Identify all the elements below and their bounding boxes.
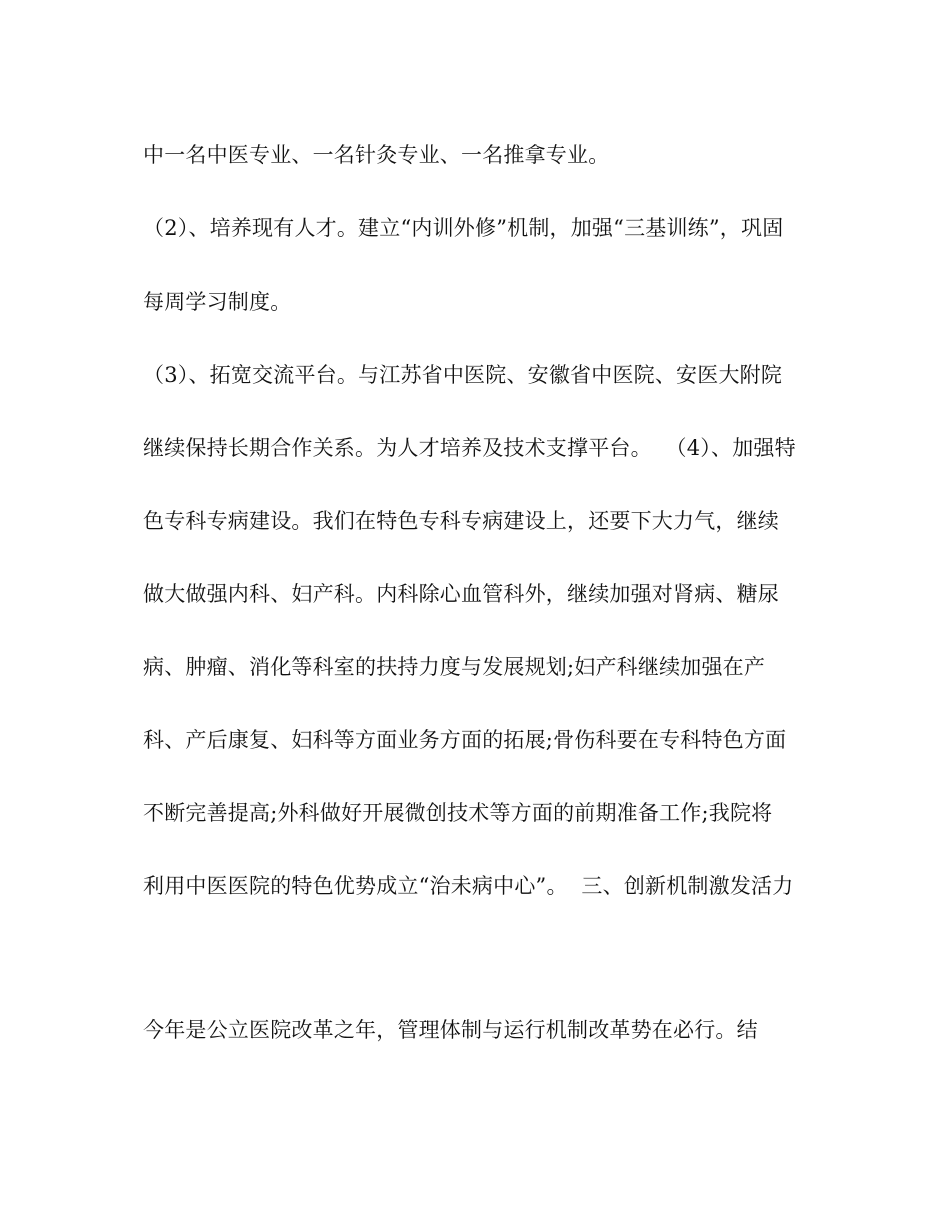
text-line: 不断完善提高;外科做好开展微创技术等方面的前期准备工作;我院将 (143, 801, 773, 825)
text-line: 色专科专病建设。我们在特色专科专病建设上，还要下大力气，继续 (143, 509, 779, 533)
text-line: 中一名中医专业、一名针灸专业、一名推拿专业。 (143, 143, 610, 167)
text-line: 今年是公立医院改革之年，管理体制与运行机制改革势在必行。结 (143, 1018, 758, 1042)
text-line: 做大做强内科、妇产科。内科除心血管科外，继续加强对肾病、糖尿 (143, 582, 779, 606)
text-line: （2）、培养现有人才。建立“内训外修”机制，加强“三基训练”，巩固 (143, 216, 784, 240)
text-line: 病、肿瘤、消化等科室的扶持力度与发展规划;妇产科继续加强在产 (143, 655, 766, 679)
text-line: 继续保持长期合作关系。为人才培养及技术支撑平台。 （4）、加强特 (143, 436, 796, 460)
text-line: 每周学习制度。 (143, 290, 292, 314)
text-line: 利用中医医院的特色优势成立“治未病中心”。 三、创新机制激发活力 (143, 874, 794, 898)
text-line: （3）、拓宽交流平台。与江苏省中医院、安徽省中医院、安医大附院 (143, 363, 783, 387)
text-line: 科、产后康复、妇科等方面业务方面的拓展;骨伤科要在专科特色方面 (143, 728, 787, 752)
